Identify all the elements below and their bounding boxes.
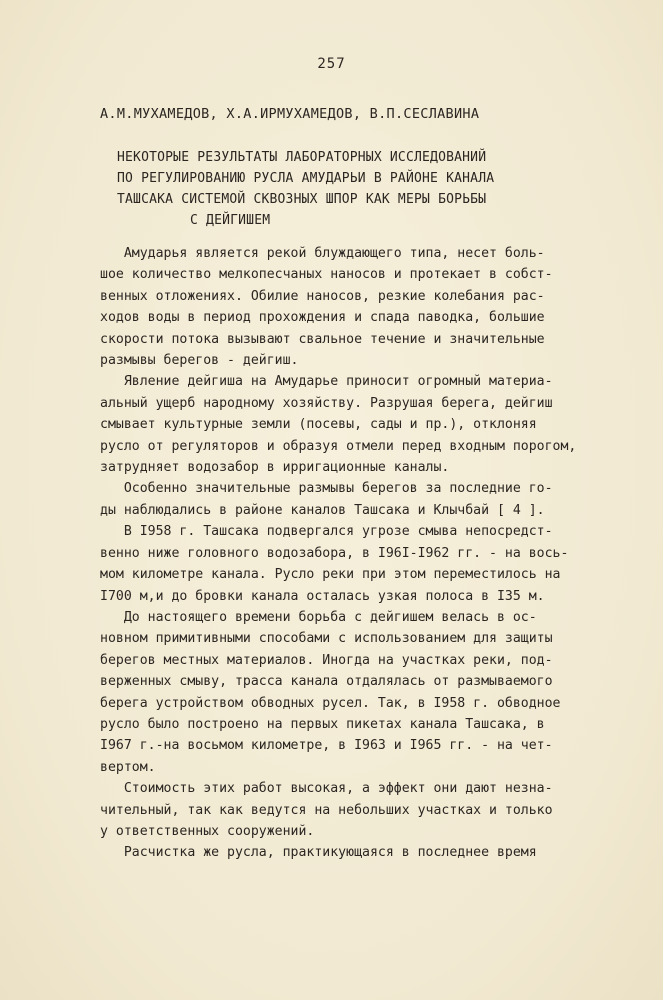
text-line: I700 м,и до бровки канала осталась узкая полоса в I35 м. (100, 588, 545, 604)
article-title (117, 147, 494, 231)
text-line: русло было построено на первых пикетах канала Ташсака, в (100, 716, 545, 732)
text-line: В I958 г. Ташсака подвергался угрозе смыва непосредст- (100, 524, 553, 540)
text-line: размывы берегов - дейгиш. (100, 353, 299, 369)
title-line: С ДЕЙГИШЕМ (190, 213, 271, 228)
text-line: ходов воды в период прохождения и спада паводка, большие (100, 310, 545, 326)
text-line: шое количество мелкопесчаных наносов и протекает в собст- (100, 267, 553, 283)
body-text (100, 243, 590, 864)
text-line: мом километре канала. Русло реки при этом переместилось на (100, 567, 561, 583)
text-line: Амударья является рекой блуждающего типа, несет боль- (100, 246, 545, 261)
text-line: I967 г.-на восьмом километре, в I963 и I965 гг. - на чет- (100, 738, 553, 754)
text-line: Особенно значительные размывы берегов за последние го- (100, 481, 553, 497)
text-line: у ответственных сооружений. (100, 823, 315, 839)
text-line: Расчистка же русла, практикующаяся в последнее время (100, 845, 537, 861)
text-line: берегов местных материалов. Иногда на участках реки, под- (100, 652, 553, 668)
text-line: вертом. (100, 759, 156, 775)
text-line: верженных смыву, трасса канала отдалялась от размываемого (100, 674, 553, 690)
text-line: Явление дейгиша на Амударье приносит огромный материа- (100, 374, 553, 390)
text-line: До настоящего времени борьба с дейгишем велась в ос- (100, 609, 537, 625)
text-line: венно ниже головного водозабора, в I96I-I962 гг. - на вось- (100, 545, 569, 561)
text-line: ды наблюдались в районе каналов Ташсака и Клычбай [ 4 ]. (100, 502, 545, 518)
text-line: новном примитивными способами с использованием для защиты (100, 631, 553, 647)
text-line: смывает культурные земли (посевы, сады и пр.), отклоняя (100, 417, 537, 433)
text-line: берега устройством обводных русел. Так, в I958 г. обводное (100, 695, 561, 711)
text-line: затрудняет водозабор в ирригационные каналы. (100, 460, 450, 476)
page-number: 257 (317, 56, 346, 72)
text-line: Стоимость этих работ высокая, а эффект они дают незна- (100, 781, 553, 797)
authors-line: А.М.МУХАМЕДОВ, Х.А.ИРМУХАМЕДОВ, В.П.СЕСЛАВИНА (100, 106, 480, 122)
text-line: чительный, так как ведутся на небольших участках и только (100, 802, 553, 818)
text-line: скорости потока вызывают свальное течение и значительные (100, 331, 545, 347)
text-line: венных отложениях. Обилие наносов, резкие колебания рас- (100, 288, 545, 304)
text-line: русло от регуляторов и образуя отмели перед входным порогом, (100, 438, 577, 454)
title-line: ПО РЕГУЛИРОВАНИЮ РУСЛА АМУДАРЬИ В РАЙОНЕ КАНАЛА (117, 171, 495, 186)
text-line: альный ущерб народному хозяйству. Разрушая берега, дейгиш (100, 395, 553, 411)
title-line: НЕКОТОРЫЕ РЕЗУЛЬТАТЫ ЛАБОРАТОРНЫХ ИССЛЕДОВАНИЙ (117, 150, 487, 165)
title-line: ТАШСАКА СИСТЕМОЙ СКВОЗНЫХ ШПОР КАК МЕРЫ БОРЬБЫ (117, 192, 487, 207)
